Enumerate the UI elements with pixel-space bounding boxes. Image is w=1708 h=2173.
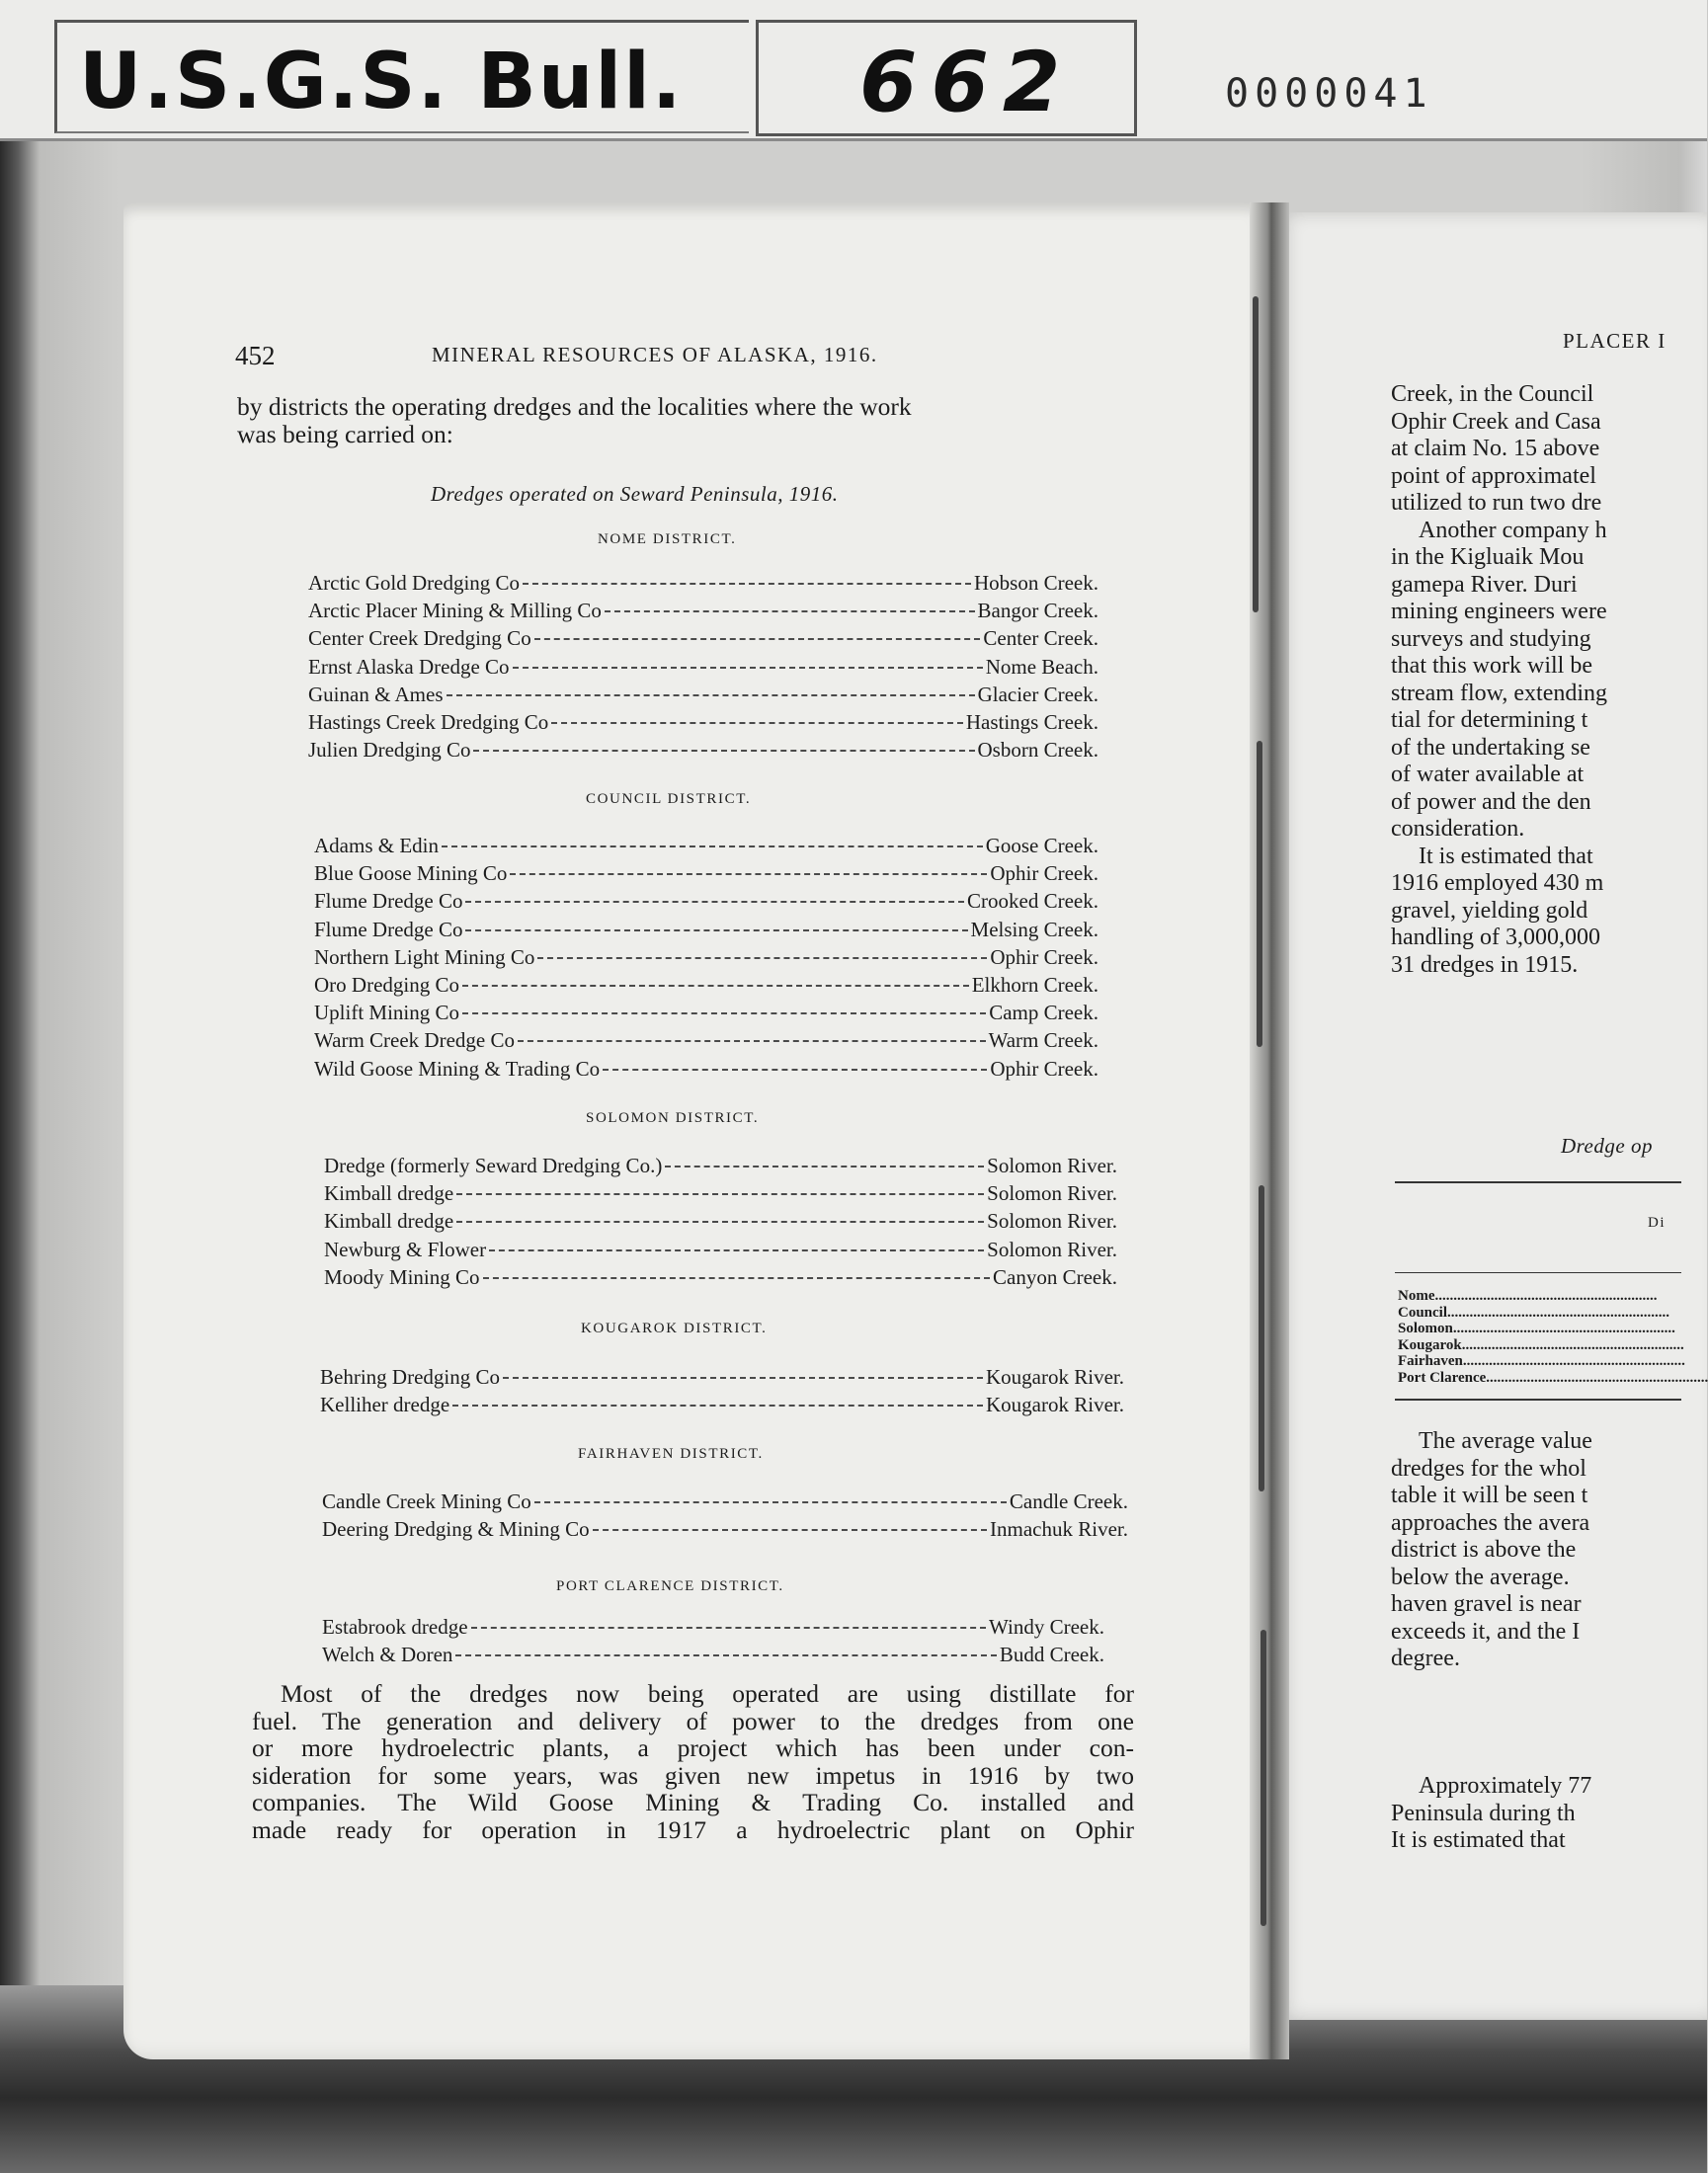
dot-leader: ............................................................ bbox=[1447, 1304, 1670, 1321]
dot-leader bbox=[537, 957, 987, 959]
location-name: Solomon River. bbox=[987, 1237, 1117, 1261]
right-paragraph-line: tial for determining t bbox=[1391, 707, 1588, 733]
dot-leader bbox=[534, 638, 981, 640]
right-paragraph-line: consideration. bbox=[1391, 816, 1525, 842]
dot-leader bbox=[513, 667, 983, 669]
location-name: Solomon River. bbox=[987, 1209, 1117, 1234]
location-name: Elkhorn Creek. bbox=[971, 973, 1098, 997]
district-name: Kougarok bbox=[1398, 1336, 1462, 1353]
paragraph-line: fuel. The generation and delivery of power to the dredges from one bbox=[252, 1706, 1134, 1735]
handwritten-series: U.S.G.S. Bull. bbox=[79, 38, 684, 126]
right-paragraph-line: point of approximatel bbox=[1391, 462, 1596, 489]
paragraph-line: Most of the dredges now being operated are using distillate for bbox=[281, 1679, 1134, 1708]
table-row bbox=[324, 1154, 1117, 1179]
right-paragraph-line: It is estimated that bbox=[1391, 1827, 1566, 1853]
location-name: Ophir Creek. bbox=[990, 861, 1098, 886]
dot-leader bbox=[665, 1166, 984, 1167]
table-row bbox=[314, 918, 1098, 943]
right-paragraph-line: Another company h bbox=[1419, 517, 1607, 543]
location-name: Goose Creek. bbox=[985, 834, 1098, 857]
dot-leader bbox=[462, 985, 969, 987]
right-paragraph-line: utilized to run two dre bbox=[1391, 490, 1602, 516]
dot-leader: ............................................................ bbox=[1462, 1353, 1685, 1370]
right-table-row bbox=[1398, 1305, 1669, 1322]
table-row bbox=[322, 1517, 1128, 1543]
location-name: Osborn Creek. bbox=[977, 738, 1098, 763]
right-paragraph-line: of water available at bbox=[1391, 762, 1585, 787]
company-name: Kelliher dredge bbox=[320, 1393, 450, 1417]
location-name: Inmachuk River. bbox=[990, 1517, 1128, 1542]
right-paragraph-line: Approximately 77 bbox=[1419, 1773, 1592, 1799]
right-running-head: PLACER I bbox=[1563, 329, 1667, 353]
dot-leader: ............................................................ bbox=[1461, 1336, 1684, 1353]
right-table-row bbox=[1398, 1336, 1684, 1354]
right-paragraph-line: Peninsula during th bbox=[1391, 1800, 1576, 1826]
dot-leader bbox=[462, 1012, 986, 1014]
right-paragraph-line: haven gravel is near bbox=[1391, 1591, 1582, 1617]
running-head: MINERAL RESOURCES OF ALASKA, 1916. bbox=[432, 343, 878, 366]
company-name: Adams & Edin bbox=[314, 834, 439, 857]
company-name: Flume Dredge Co bbox=[314, 917, 463, 941]
company-name: Moody Mining Co bbox=[324, 1264, 480, 1289]
district-heading: FAIRHAVEN DISTRICT. bbox=[578, 1446, 764, 1462]
dot-leader bbox=[447, 694, 975, 696]
binding-mark bbox=[1257, 741, 1262, 1047]
archive-label-strip bbox=[0, 0, 1707, 141]
table-row bbox=[314, 834, 1098, 859]
right-paragraph-line: handling of 3,000,000 bbox=[1391, 925, 1600, 950]
district-name: Solomon bbox=[1398, 1321, 1453, 1337]
dot-leader bbox=[551, 722, 963, 724]
dot-leader bbox=[523, 583, 971, 585]
table-row bbox=[322, 1489, 1128, 1515]
location-name: Warm Creek. bbox=[988, 1028, 1098, 1053]
company-name: Ernst Alaska Dredge Co bbox=[308, 654, 510, 679]
table-caption: Dredges operated on Seward Peninsula, 1916. bbox=[431, 482, 839, 506]
table-row bbox=[308, 571, 1098, 597]
right-table-row bbox=[1398, 1353, 1685, 1370]
dot-leader bbox=[518, 1040, 986, 1042]
table-row bbox=[308, 738, 1098, 764]
table-top-rule bbox=[1395, 1181, 1681, 1183]
right-paragraph-line: exceeds it, and the I bbox=[1391, 1618, 1581, 1645]
right-paragraph-line: surveys and studying bbox=[1391, 625, 1591, 652]
dot-leader bbox=[442, 845, 983, 847]
dot-leader bbox=[503, 1377, 983, 1379]
right-paragraph-line: that this work will be bbox=[1391, 653, 1592, 679]
right-table-row bbox=[1398, 1288, 1669, 1305]
company-name: Welch & Doren bbox=[322, 1643, 453, 1667]
right-paragraph-line: degree. bbox=[1391, 1646, 1460, 1671]
company-name: Dredge (formerly Seward Dredging Co.) bbox=[324, 1154, 663, 1177]
dot-leader: ............................................................ bbox=[1452, 1321, 1675, 1337]
table-row bbox=[322, 1615, 1104, 1641]
dot-leader: ............................................................ bbox=[1486, 1370, 1708, 1386]
dot-leader bbox=[465, 929, 967, 931]
company-name: Northern Light Mining Co bbox=[314, 944, 535, 969]
right-paragraph-line: in the Kigluaik Mou bbox=[1391, 544, 1585, 570]
location-name: Ophir Creek. bbox=[990, 944, 1098, 969]
company-name: Candle Creek Mining Co bbox=[322, 1489, 531, 1513]
dot-leader: ............................................................ bbox=[1434, 1288, 1658, 1304]
table-header-rule bbox=[1395, 1272, 1681, 1273]
district-name: Council bbox=[1398, 1304, 1448, 1321]
right-paragraph-line: at claim No. 15 above bbox=[1391, 436, 1600, 461]
dot-leader bbox=[605, 610, 975, 612]
company-name: Newburg & Flower bbox=[324, 1237, 487, 1261]
dot-leader bbox=[489, 1249, 984, 1251]
company-name: Wild Goose Mining & Trading Co bbox=[314, 1056, 601, 1081]
table-row bbox=[314, 889, 1098, 915]
binding-mark bbox=[1261, 1630, 1266, 1926]
table-row bbox=[324, 1181, 1117, 1207]
table-row bbox=[314, 973, 1098, 999]
dot-leader bbox=[593, 1529, 987, 1531]
binding-mark bbox=[1259, 1185, 1264, 1491]
dot-leader bbox=[473, 750, 974, 752]
paragraph-line: companies. The Wild Goose Mining & Trading Co. installed and bbox=[252, 1788, 1134, 1816]
table-row bbox=[308, 655, 1098, 681]
table-row bbox=[324, 1238, 1117, 1263]
dot-leader bbox=[465, 901, 964, 903]
right-paragraph-line: 1916 employed 430 m bbox=[1391, 870, 1604, 896]
right-table-row bbox=[1398, 1321, 1675, 1337]
right-paragraph-line: stream flow, extending bbox=[1391, 680, 1608, 706]
dot-leader bbox=[471, 1627, 986, 1629]
right-paragraph-line: below the average. bbox=[1391, 1564, 1570, 1590]
handwritten-bulletin-number: 662 bbox=[859, 34, 1075, 130]
district-heading: SOLOMON DISTRICT. bbox=[586, 1110, 760, 1126]
dot-leader bbox=[603, 1069, 987, 1071]
dot-leader bbox=[452, 1405, 983, 1407]
company-name: Behring Dredging Co bbox=[320, 1365, 500, 1389]
district-heading: PORT CLARENCE DISTRICT. bbox=[556, 1578, 784, 1594]
right-paragraph-line: of the undertaking se bbox=[1391, 734, 1590, 761]
right-paragraph-line: dredges for the whol bbox=[1391, 1455, 1586, 1482]
district-name: Fairhaven bbox=[1398, 1353, 1463, 1370]
right-paragraph-line: 31 dredges in 1915. bbox=[1391, 951, 1579, 978]
location-name: Windy Creek. bbox=[989, 1615, 1104, 1639]
dot-leader bbox=[456, 1193, 984, 1195]
right-paragraph-line: table it will be seen t bbox=[1391, 1483, 1588, 1508]
location-name: Solomon River. bbox=[987, 1181, 1117, 1206]
company-name: Warm Creek Dredge Co bbox=[314, 1028, 515, 1053]
company-name: Center Creek Dredging Co bbox=[308, 626, 531, 651]
right-paragraph-line: district is above the bbox=[1391, 1537, 1577, 1563]
paragraph-line: made ready for operation in 1917 a hydroelectric plant on Ophir bbox=[252, 1814, 1134, 1844]
location-name: Bangor Creek. bbox=[977, 599, 1098, 623]
district-heading: COUNCIL DISTRICT. bbox=[586, 791, 752, 807]
district-name: Port Clarence bbox=[1398, 1370, 1487, 1386]
table-row bbox=[308, 626, 1098, 652]
right-paragraph-line: Ophir Creek and Casa bbox=[1391, 408, 1601, 435]
table-row bbox=[322, 1643, 1104, 1668]
table-row bbox=[324, 1209, 1117, 1235]
binding-mark bbox=[1253, 296, 1259, 612]
right-table-header: Di bbox=[1648, 1215, 1667, 1231]
table-bottom-rule bbox=[1395, 1399, 1681, 1401]
company-name: Estabrook dredge bbox=[322, 1615, 468, 1639]
location-name: Candle Creek. bbox=[1009, 1489, 1128, 1513]
location-name: Camp Creek. bbox=[989, 1001, 1098, 1025]
location-name: Hastings Creek. bbox=[965, 710, 1098, 734]
company-name: Kimball dredge bbox=[324, 1181, 454, 1206]
table-row bbox=[314, 945, 1098, 971]
dot-leader bbox=[483, 1277, 990, 1279]
location-name: Budd Creek. bbox=[999, 1643, 1104, 1667]
table-row bbox=[314, 1057, 1098, 1083]
district-name: Nome bbox=[1398, 1288, 1435, 1304]
right-paragraph-line: The average value bbox=[1419, 1428, 1592, 1454]
dot-leader bbox=[510, 873, 987, 875]
location-name: Nome Beach. bbox=[985, 654, 1098, 679]
intro-line: was being carried on: bbox=[237, 420, 453, 448]
location-name: Ophir Creek. bbox=[990, 1056, 1098, 1081]
table-row bbox=[320, 1393, 1124, 1418]
table-row bbox=[314, 1028, 1098, 1054]
location-name: Kougarok River. bbox=[986, 1393, 1124, 1417]
frame-stamp-number: 0000041 bbox=[1225, 71, 1433, 117]
table-row bbox=[308, 710, 1098, 736]
company-name: Deering Dredging & Mining Co bbox=[322, 1517, 590, 1542]
intro-line: by districts the operating dredges and the localities where the work bbox=[237, 392, 912, 421]
table-row bbox=[308, 683, 1098, 708]
company-name: Kimball dredge bbox=[324, 1209, 454, 1234]
paragraph-line: sideration for some years, was given new impetus in 1916 by two bbox=[252, 1760, 1134, 1790]
district-heading: NOME DISTRICT. bbox=[598, 531, 737, 547]
location-name: Canyon Creek. bbox=[993, 1264, 1117, 1289]
company-name: Uplift Mining Co bbox=[314, 1001, 460, 1025]
company-name: Hastings Creek Dredging Co bbox=[308, 710, 549, 734]
company-name: Julien Dredging Co bbox=[308, 738, 471, 763]
location-name: Kougarok River. bbox=[986, 1365, 1124, 1389]
company-name: Flume Dredge Co bbox=[314, 889, 463, 914]
table-row bbox=[314, 861, 1098, 887]
table-row bbox=[320, 1365, 1124, 1391]
right-paragraph-line: gravel, yielding gold bbox=[1391, 897, 1588, 924]
location-name: Solomon River. bbox=[987, 1154, 1117, 1177]
location-name: Crooked Creek. bbox=[967, 889, 1098, 914]
page-number: 452 bbox=[235, 341, 276, 370]
location-name: Glacier Creek. bbox=[977, 682, 1098, 706]
right-paragraph-line: gamepa River. Duri bbox=[1391, 571, 1578, 598]
company-name: Arctic Placer Mining & Milling Co bbox=[308, 599, 602, 623]
paragraph-line: or more hydroelectric plants, a project which has been under con- bbox=[252, 1733, 1134, 1762]
right-table-caption: Dredge op bbox=[1561, 1134, 1653, 1158]
right-paragraph-line: of power and the den bbox=[1391, 788, 1591, 815]
right-table-row bbox=[1398, 1370, 1708, 1387]
right-paragraph-line: It is estimated that bbox=[1419, 843, 1593, 869]
right-paragraph-line: mining engineers were bbox=[1391, 599, 1607, 624]
district-heading: KOUGAROK DISTRICT. bbox=[581, 1321, 768, 1336]
company-name: Blue Goose Mining Co bbox=[314, 861, 508, 886]
company-name: Oro Dredging Co bbox=[314, 973, 459, 997]
dot-leader bbox=[455, 1654, 996, 1656]
table-row bbox=[324, 1265, 1117, 1291]
location-name: Center Creek. bbox=[983, 626, 1098, 651]
company-name: Guinan & Ames bbox=[308, 682, 444, 706]
dot-leader bbox=[456, 1221, 984, 1223]
dot-leader bbox=[534, 1501, 1007, 1503]
right-paragraph-line: Creek, in the Council bbox=[1391, 381, 1594, 407]
location-name: Hobson Creek. bbox=[974, 571, 1098, 595]
right-paragraph-line: approaches the avera bbox=[1391, 1509, 1590, 1536]
table-row bbox=[314, 1001, 1098, 1026]
company-name: Arctic Gold Dredging Co bbox=[308, 571, 521, 595]
location-name: Melsing Creek. bbox=[970, 917, 1098, 941]
table-row bbox=[308, 599, 1098, 624]
